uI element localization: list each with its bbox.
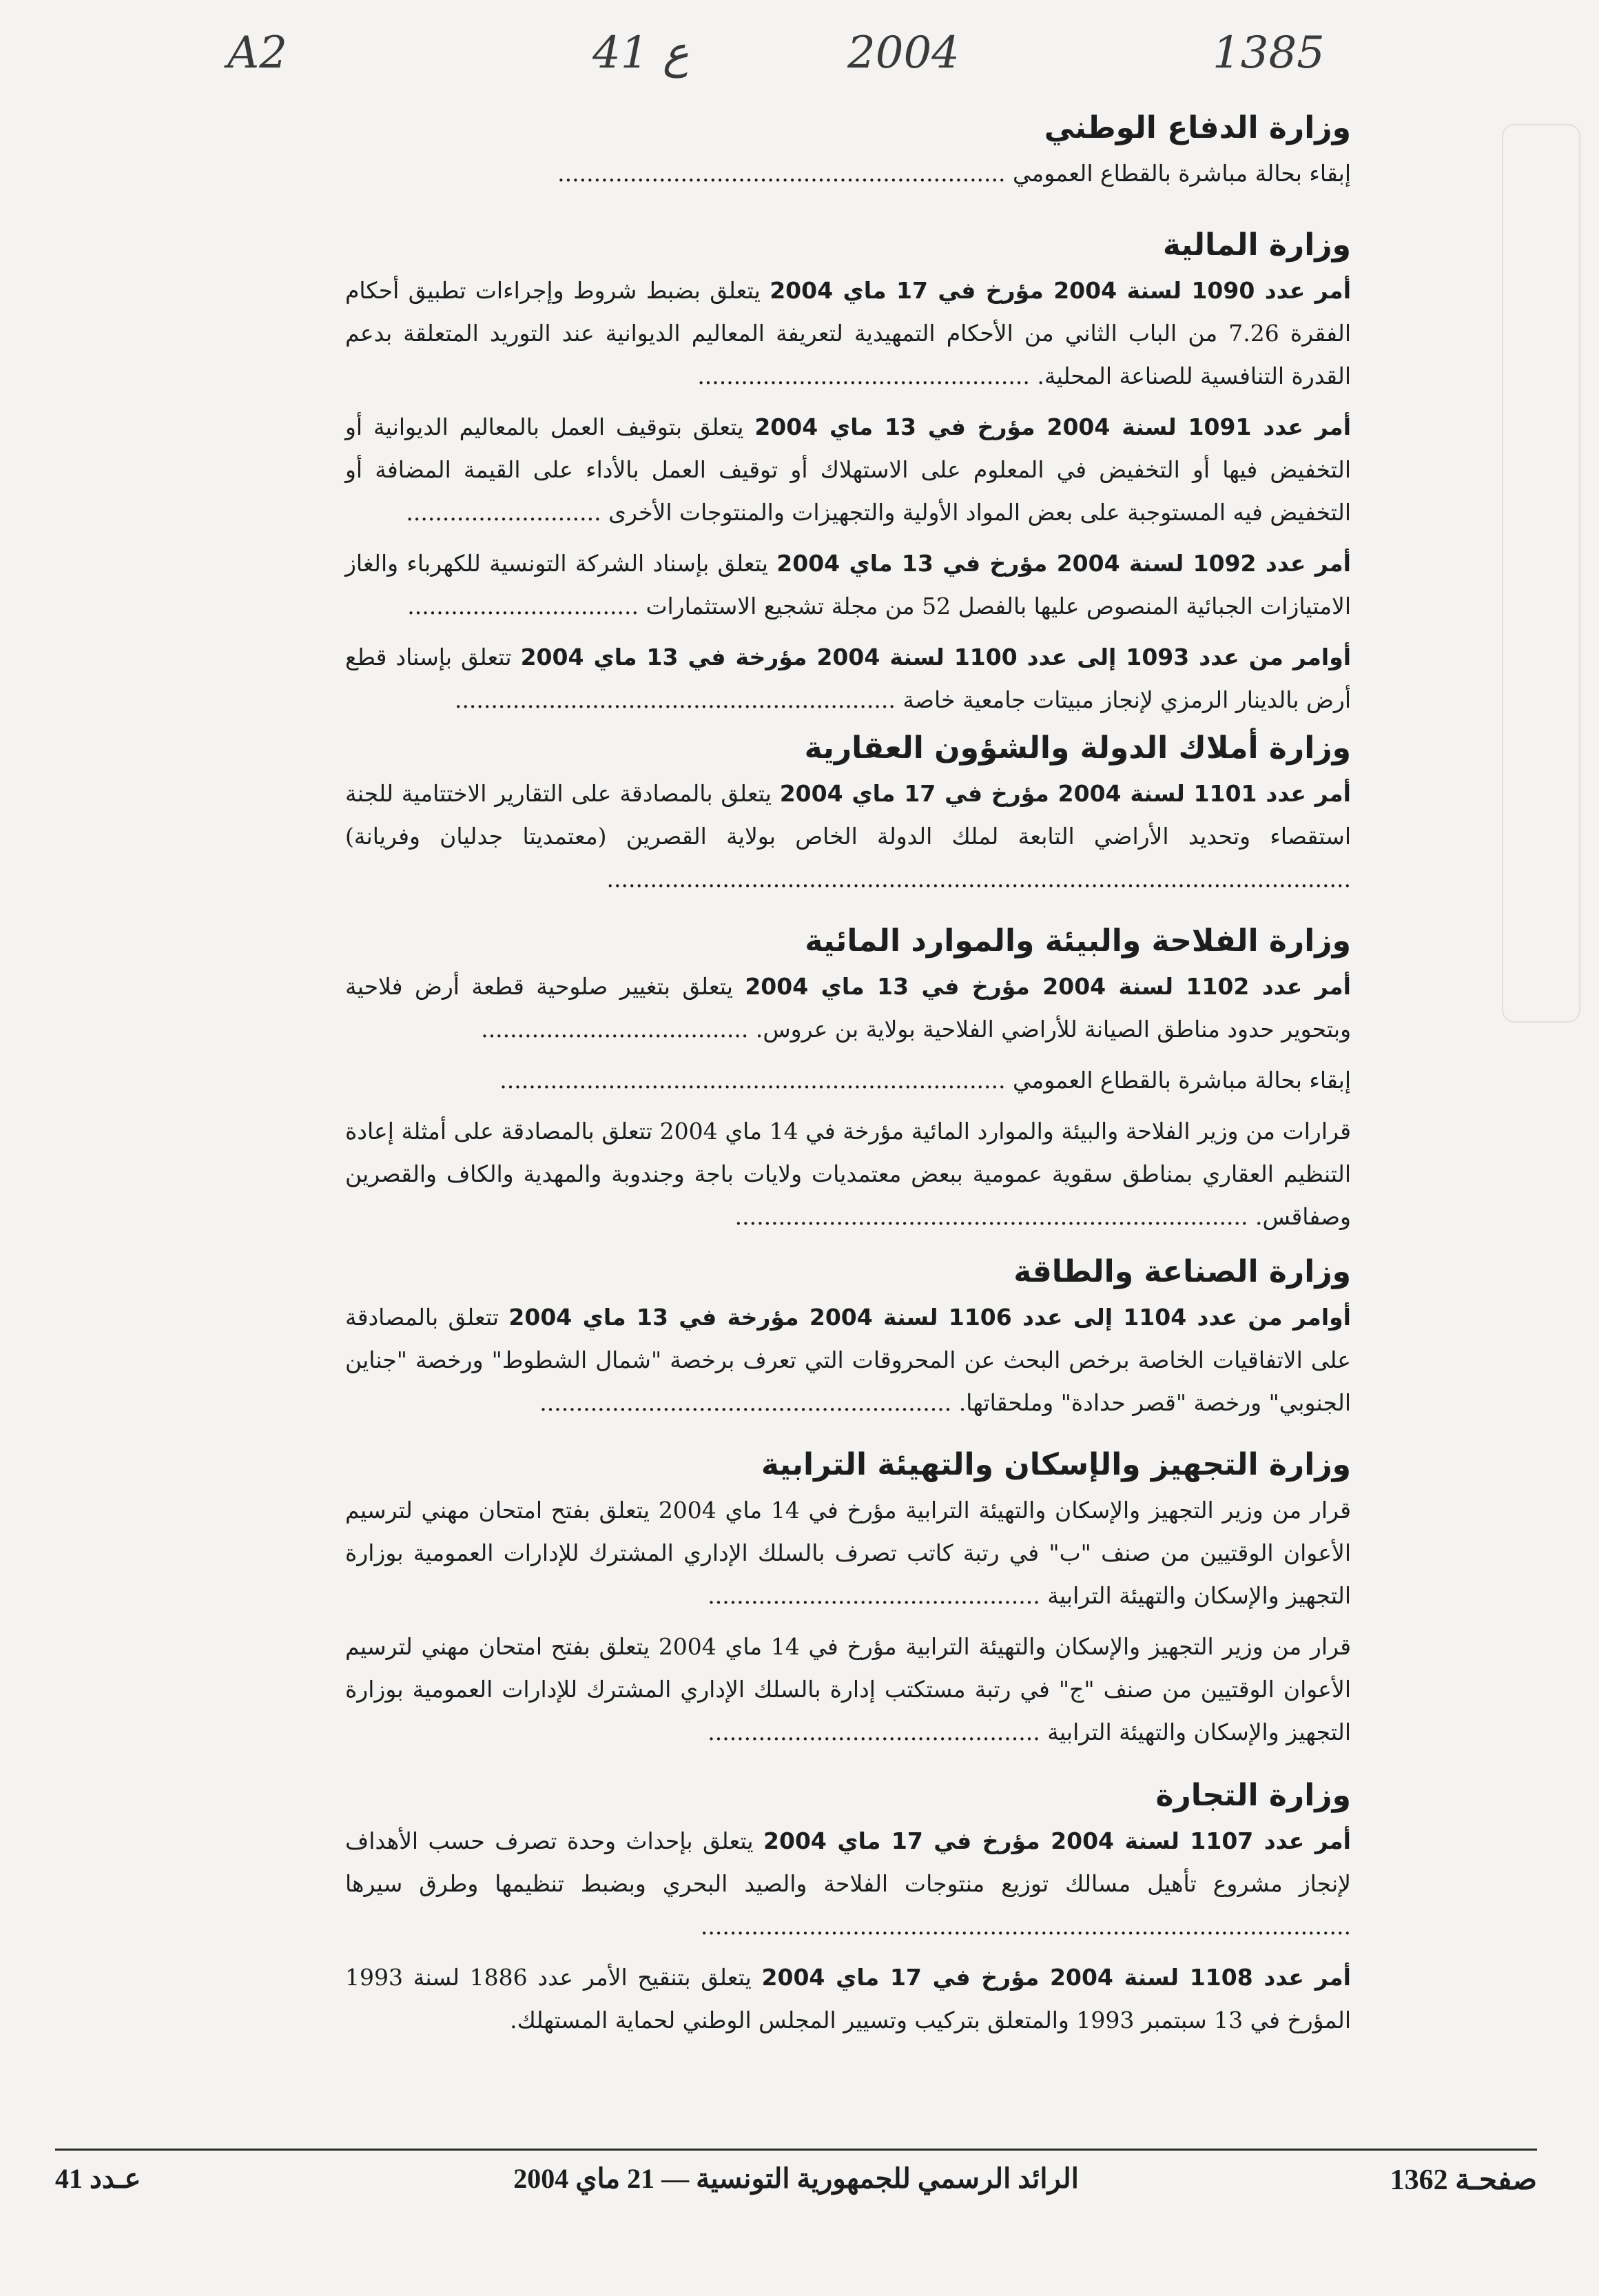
entry-text: يتعلق بتوقيف العمل بالمعاليم الديوانية أو التخفيض فيها أو التخفيض في المعلوم على الاستهلاك أو توقيف العمل بالأداء على القيمة المضافة أو التخفيض فيه المستوجبة على بعض المواد الأولية والتجهيزات والمنتوجات الأخرى	[345, 413, 1351, 526]
section-heading: وزارة الفلاحة والبيئة والموارد المائية	[805, 923, 1351, 959]
entry-text: تتعلق بإسناد قطع أرض بالدينار الرمزي لإنجاز مبيتات جامعية خاصة	[345, 644, 1351, 713]
footer-page-number: صفحـة 1362	[1390, 2164, 1537, 2196]
toc-section-agriculture	[318, 923, 1351, 1247]
toc-entry[interactable]	[318, 152, 1351, 195]
toc-entry[interactable]	[318, 965, 1351, 1051]
toc-section-industry	[318, 1254, 1351, 1433]
section-heading: وزارة التجارة	[1155, 1778, 1351, 1813]
entry-lead: أمر عدد 1107 لسنة 2004 مؤرخ في 17 ماي 2004	[763, 1827, 1351, 1854]
entry-text: قرار من وزير التجهيز والإسكان والتهيئة الترابية مؤرخ في 14 ماي 2004 يتعلق بفتح امتحان مهني لترسيم الأعوان الوقتيين من صنف "ج" في رتبة مستكتب إدارة بالسلك الإداري المشترك للإدارات العمومية بوزارة التجهيز والإسكان والتهيئة الترابية	[345, 1633, 1351, 1745]
toc-entry[interactable]	[318, 636, 1351, 721]
table-of-contents	[0, 110, 1599, 2081]
section-heading: وزارة أملاك الدولة والشؤون العقارية	[804, 730, 1351, 766]
entry-text: تتعلق بالمصادقة على الاتفاقيات الخاصة برخص البحث عن المحروقات التي تعرف برخصة "شمال الشطوط" ورخصة "جناين الجنوبي" ورخصة "قصر حدادة" وملحقاتها.	[345, 1304, 1351, 1416]
footer-issue-number: عـدد 41	[55, 2163, 141, 2194]
toc-section-commerce	[318, 1778, 1351, 2050]
toc-section-defense	[318, 110, 1351, 203]
handwritten-note-center: 2004	[847, 28, 960, 79]
entry-leader-dots: ...........................	[406, 499, 601, 526]
toc-entry[interactable]	[318, 542, 1351, 628]
toc-entry[interactable]	[318, 1626, 1351, 1754]
section-heading: وزارة المالية	[1162, 227, 1351, 263]
entry-lead: أمر عدد 1091 لسنة 2004 مؤرخ في 13 ماي 2004	[754, 413, 1352, 440]
entry-text: يتعلق بإسناد الشركة التونسية للكهرباء والغاز الامتيازات الجبائية المنصوص عليها بالفصل 52 من مجلة تشجيع الاستثمارات	[345, 550, 1351, 619]
toc-entry[interactable]	[318, 1110, 1351, 1238]
entry-leader-dots: .........................................................	[539, 1389, 952, 1416]
page-footer	[55, 2162, 1537, 2211]
entry-leader-dots: .......................................................................................................	[606, 865, 1351, 892]
entry-leader-dots: ..............................................	[708, 1719, 1040, 1745]
entry-text: يتعلق بالمصادقة على التقارير الاختتامية للجنة استقصاء وتحديد الأراضي التابعة لملك الدولة الخاص بولاية القصرين (معتمديتا جدليان وفريانة)	[345, 780, 1351, 850]
footer-journal-title: الرائد الرسمي للجمهورية التونسية — 21 ماي 2004	[513, 2163, 1079, 2194]
entry-lead: أوامر من عدد 1093 إلى عدد 1100 لسنة 2004 مؤرخة في 13 ماي 2004	[520, 644, 1352, 670]
toc-entry[interactable]	[318, 1059, 1351, 1102]
toc-entry[interactable]	[318, 1489, 1351, 1617]
toc-entry[interactable]	[318, 772, 1351, 901]
section-heading: وزارة الدفاع الوطني	[1044, 110, 1351, 145]
entry-leader-dots: ..............................................................	[557, 160, 1006, 187]
entry-leader-dots: ......................................................................	[499, 1067, 1006, 1094]
toc-section-finance	[318, 227, 1351, 730]
entry-leader-dots: .......................................................................	[734, 1203, 1248, 1230]
toc-section-state-property	[318, 730, 1351, 909]
entry-lead: أمر عدد 1090 لسنة 2004 مؤرخ في 17 ماي 2004	[770, 277, 1352, 304]
entry-leader-dots: .....................................	[481, 1016, 749, 1043]
toc-entry[interactable]	[318, 1956, 1351, 2042]
footer-divider	[55, 2149, 1537, 2151]
toc-entry[interactable]	[318, 406, 1351, 534]
toc-entry[interactable]	[318, 1820, 1351, 1948]
entry-text: يتعلق بتنقيح الأمر عدد 1886 لسنة 1993 المؤرخ في 13 سبتمبر 1993 والمتعلق بتركيب وتسيير المجلس الوطني لحماية المستهلك.	[345, 1964, 1351, 2033]
entry-text: يتعلق بإحداث وحدة تصرف حسب الأهداف لإنجاز مشروع تأهيل مسالك توزيع منتوجات الفلاحة والصيد البحري وبضبط تنظيمها وطرق سيرها	[345, 1827, 1351, 1897]
entry-lead: أوامر من عدد 1104 إلى عدد 1106 لسنة 2004 مؤرخة في 13 ماي 2004	[508, 1304, 1351, 1331]
entry-text: يتعلق بتغيير صلوحية قطعة أرض فلاحية وبتحوير حدود مناطق الصيانة للأراضي الفلاحية بولاية بن عروس.	[345, 973, 1351, 1043]
entry-lead: أمر عدد 1102 لسنة 2004 مؤرخ في 13 ماي 2004	[745, 973, 1351, 1000]
section-heading: وزارة التجهيز والإسكان والتهيئة الترابية	[761, 1447, 1351, 1482]
entry-text: قرار من وزير التجهيز والإسكان والتهيئة الترابية مؤرخ في 14 ماي 2004 يتعلق بفتح امتحان مهني لترسيم الأعوان الوقتيين من صنف "ب" في رتبة كاتب تصرف بالسلك الإداري المشترك للإدارات العمومية بوزارة التجهيز والإسكان والتهيئة الترابية	[345, 1497, 1351, 1609]
handwritten-note-left: A2	[227, 28, 287, 79]
handwritten-note-center-left: 41 ع	[592, 28, 689, 79]
handwritten-note-right: 1385	[1213, 28, 1325, 79]
entry-text: يتعلق بضبط شروط وإجراءات تطبيق أحكام الفقرة 7.26 من الباب الثاني من الأحكام التمهيدية لتعريفة المعاليم الديوانية عند التوريد المتعلقة بدعم القدرة التنافسية للصناعة المحلية.	[345, 277, 1351, 389]
entry-lead: أمر عدد 1108 لسنة 2004 مؤرخ في 17 ماي 2004	[761, 1964, 1351, 1991]
entry-text: قرارات من وزير الفلاحة والبيئة والموارد المائية مؤرخة في 14 ماي 2004 تتعلق بالمصادقة على أمثلة إعادة التنظيم العقاري بمناطق سقوية عمومية ببعض معتمديات ولايات باجة وجندوبة والمهدية والكاف والقصرين وصفاقس.	[345, 1118, 1352, 1230]
entry-text: إبقاء بحالة مباشرة بالقطاع العمومي	[1013, 160, 1351, 187]
entry-leader-dots: ................................	[407, 593, 639, 619]
entry-leader-dots: ..............................................	[697, 362, 1030, 389]
entry-lead: أمر عدد 1101 لسنة 2004 مؤرخ في 17 ماي 2004	[779, 780, 1351, 807]
toc-entry[interactable]	[318, 1296, 1351, 1424]
toc-section-equipment	[318, 1447, 1351, 1762]
entry-leader-dots: ..........................................................................................	[700, 1913, 1351, 1940]
entry-text: إبقاء بحالة مباشرة بالقطاع العمومي	[1013, 1067, 1351, 1094]
section-heading: وزارة الصناعة والطاقة	[1013, 1254, 1351, 1289]
toc-entry[interactable]	[318, 269, 1351, 398]
entry-lead: أمر عدد 1092 لسنة 2004 مؤرخ في 13 ماي 2004	[776, 550, 1351, 577]
entry-leader-dots: ..............................................	[708, 1582, 1040, 1609]
entry-leader-dots: .............................................................	[454, 686, 896, 713]
